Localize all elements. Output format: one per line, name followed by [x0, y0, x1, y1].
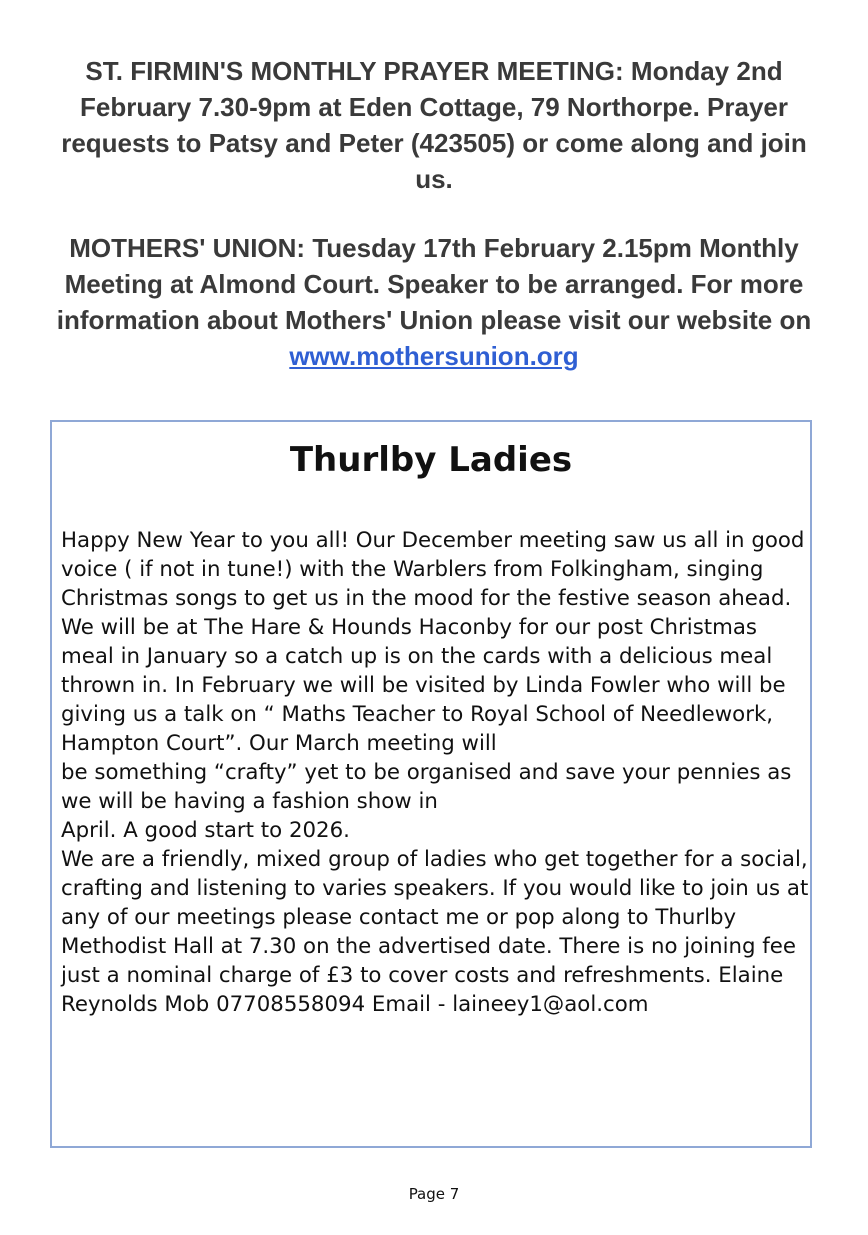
thurlby-ladies-body: Happy New Year to you all! Our December meeting saw us all in good voice ( if not in tune!) with the Warblers from Folkingham, singing Christmas songs to get us in the mood for the festive season ahead. We will be at The Hare & Hounds Haconby for our post Christmas meal in January so a catch up is on the cards with a delicious meal thrown in. In February we will be visited by Linda Fowler who will be giving us a talk on “ Maths Teacher to Royal School of Needlework, Hampton Court”. Our March meeting will be something “crafty” yet to be organised and save your pennies as we will be having a fashion show in April. A good start to 2026. We are a friendly, mixed group of ladies who get together for a social, crafting and listening to varies speakers. If you would like to join us at any of our meetings please contact me or pop along to Thurlby Methodist Hall at 7.30 on the advertised date. There is no joining fee just a nominal charge of £3 to cover costs and refreshments. Elaine Reynolds Mob 07708558094 Email - laineey1@aol.com — [61, 528, 809, 1017]
prayer-meeting-notice: ST. FIRMIN'S MONTHLY PRAYER MEETING: Monday 2nd February 7.30-9pm at Eden Cottage, 79 Northorpe. Prayer requests to Patsy and Peter (423505) or come along and join us. — [61, 56, 807, 194]
mothers-union-notice — [40, 230, 828, 374]
thurlby-ladies-box — [50, 420, 812, 1148]
mothers-union-text: MOTHERS' UNION: Tuesday 17th February 2.15pm Monthly Meeting at Almond Court. Speaker to be arranged. For more information about Mothers' Union please visit our website on — [56, 233, 812, 335]
mothers-union-website-link[interactable]: www.mothersunion.org — [289, 341, 579, 371]
page-number: Page 7 — [408, 1185, 460, 1203]
thurlby-ladies-title: Thurlby Ladies — [289, 440, 573, 480]
